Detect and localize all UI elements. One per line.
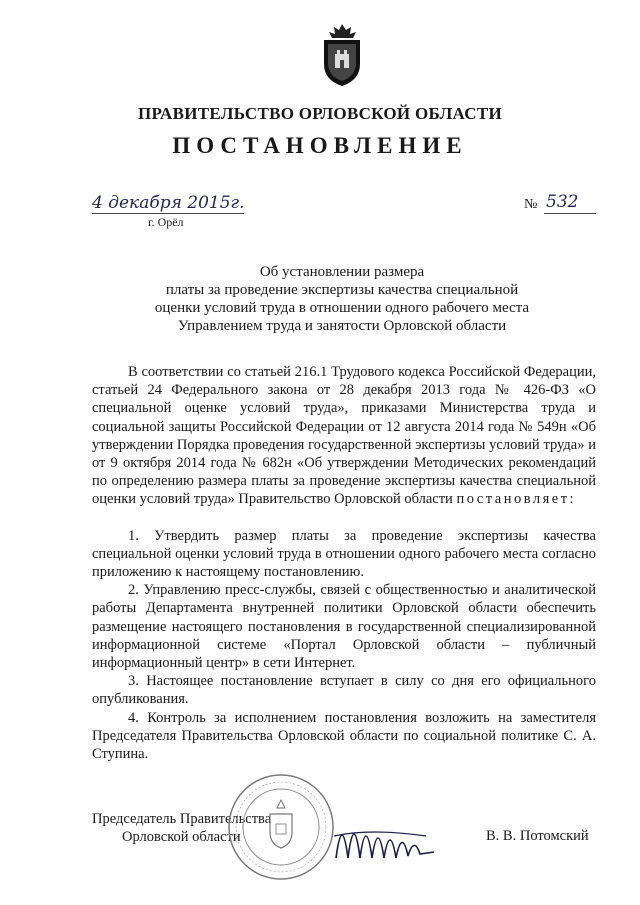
official-seal-icon <box>226 772 336 882</box>
preamble-text: В соответствии со статьей 216.1 Трудового кодекса Российской Федерации, статьей 24 Федерального закона от 28 декабря 2013 года № 426-ФЗ «О специальной оценке условий труда», приказами Министерства труда и социальной защиты Российской Федерации от 12 августа 2014 года № 549н «Об утверждении Порядка проведения государственной экспертизы условий труда» и от 9 октября 2014 года № 682н «Об утверждении Методических рекомендаций по определению размера платы за проведение экспертизы качества специальной оценки условий труда» Правительство Орловской области <box>92 364 596 508</box>
government-title: ПРАВИТЕЛЬСТВО ОРЛОВСКОЙ ОБЛАСТИ <box>137 104 503 123</box>
resolves-word: постановляет: <box>456 491 577 508</box>
preamble-paragraph <box>92 363 596 509</box>
document-type: ПОСТАНОВЛЕНИЕ <box>172 133 468 158</box>
signatory-name: В. В. Потомский <box>486 828 589 844</box>
number-label: № <box>524 197 538 212</box>
date-handwritten: 4 декабря 2015г. <box>92 193 245 213</box>
handwritten-signature-icon <box>330 800 440 870</box>
date-underline <box>92 213 244 214</box>
subject-line: Об установлении размера <box>259 264 425 280</box>
signatory-title-line: Орловской области <box>122 829 241 845</box>
number-underline <box>544 213 596 214</box>
item-paragraph: 3. Настоящее постановление вступает в силу со дня его официального опубликования. <box>92 673 596 708</box>
subject-heading <box>100 263 584 335</box>
item-paragraph: 4. Контроль за исполнением постановления возложить на заместителя Председателя Правительства Орловской области по социальной политике С. А. Ступина. <box>92 709 596 763</box>
subject-line: платы за проведение экспертизы качества специальной <box>165 282 519 298</box>
subject-line: оценки условий труда в отношении одного рабочего места <box>154 300 530 316</box>
item-paragraph: 2. Управлению пресс-службы, связей с общественностью и аналитической работы Департамента внутренней политики Орловской области обеспечить размещение настоящего постановления в государственной специализированной информационной системе «Портал Орловской области – публичный информационный центр» в сети Интернет. <box>92 582 596 672</box>
coat-of-arms-icon <box>318 22 366 88</box>
item-paragraph: 1. Утвердить размер платы за проведение экспертизы качества специальной оценки условий труда в отношении одного рабочего места согласно приложению к настоящему постановлению. <box>92 527 596 581</box>
city-label: г. Орёл <box>148 215 184 229</box>
document-body <box>92 363 596 763</box>
signatory-title-line: Председатель Правительства <box>92 811 272 827</box>
number-handwritten: 532 <box>546 192 579 212</box>
subject-line: Управлением труда и занятости Орловской области <box>177 318 507 334</box>
